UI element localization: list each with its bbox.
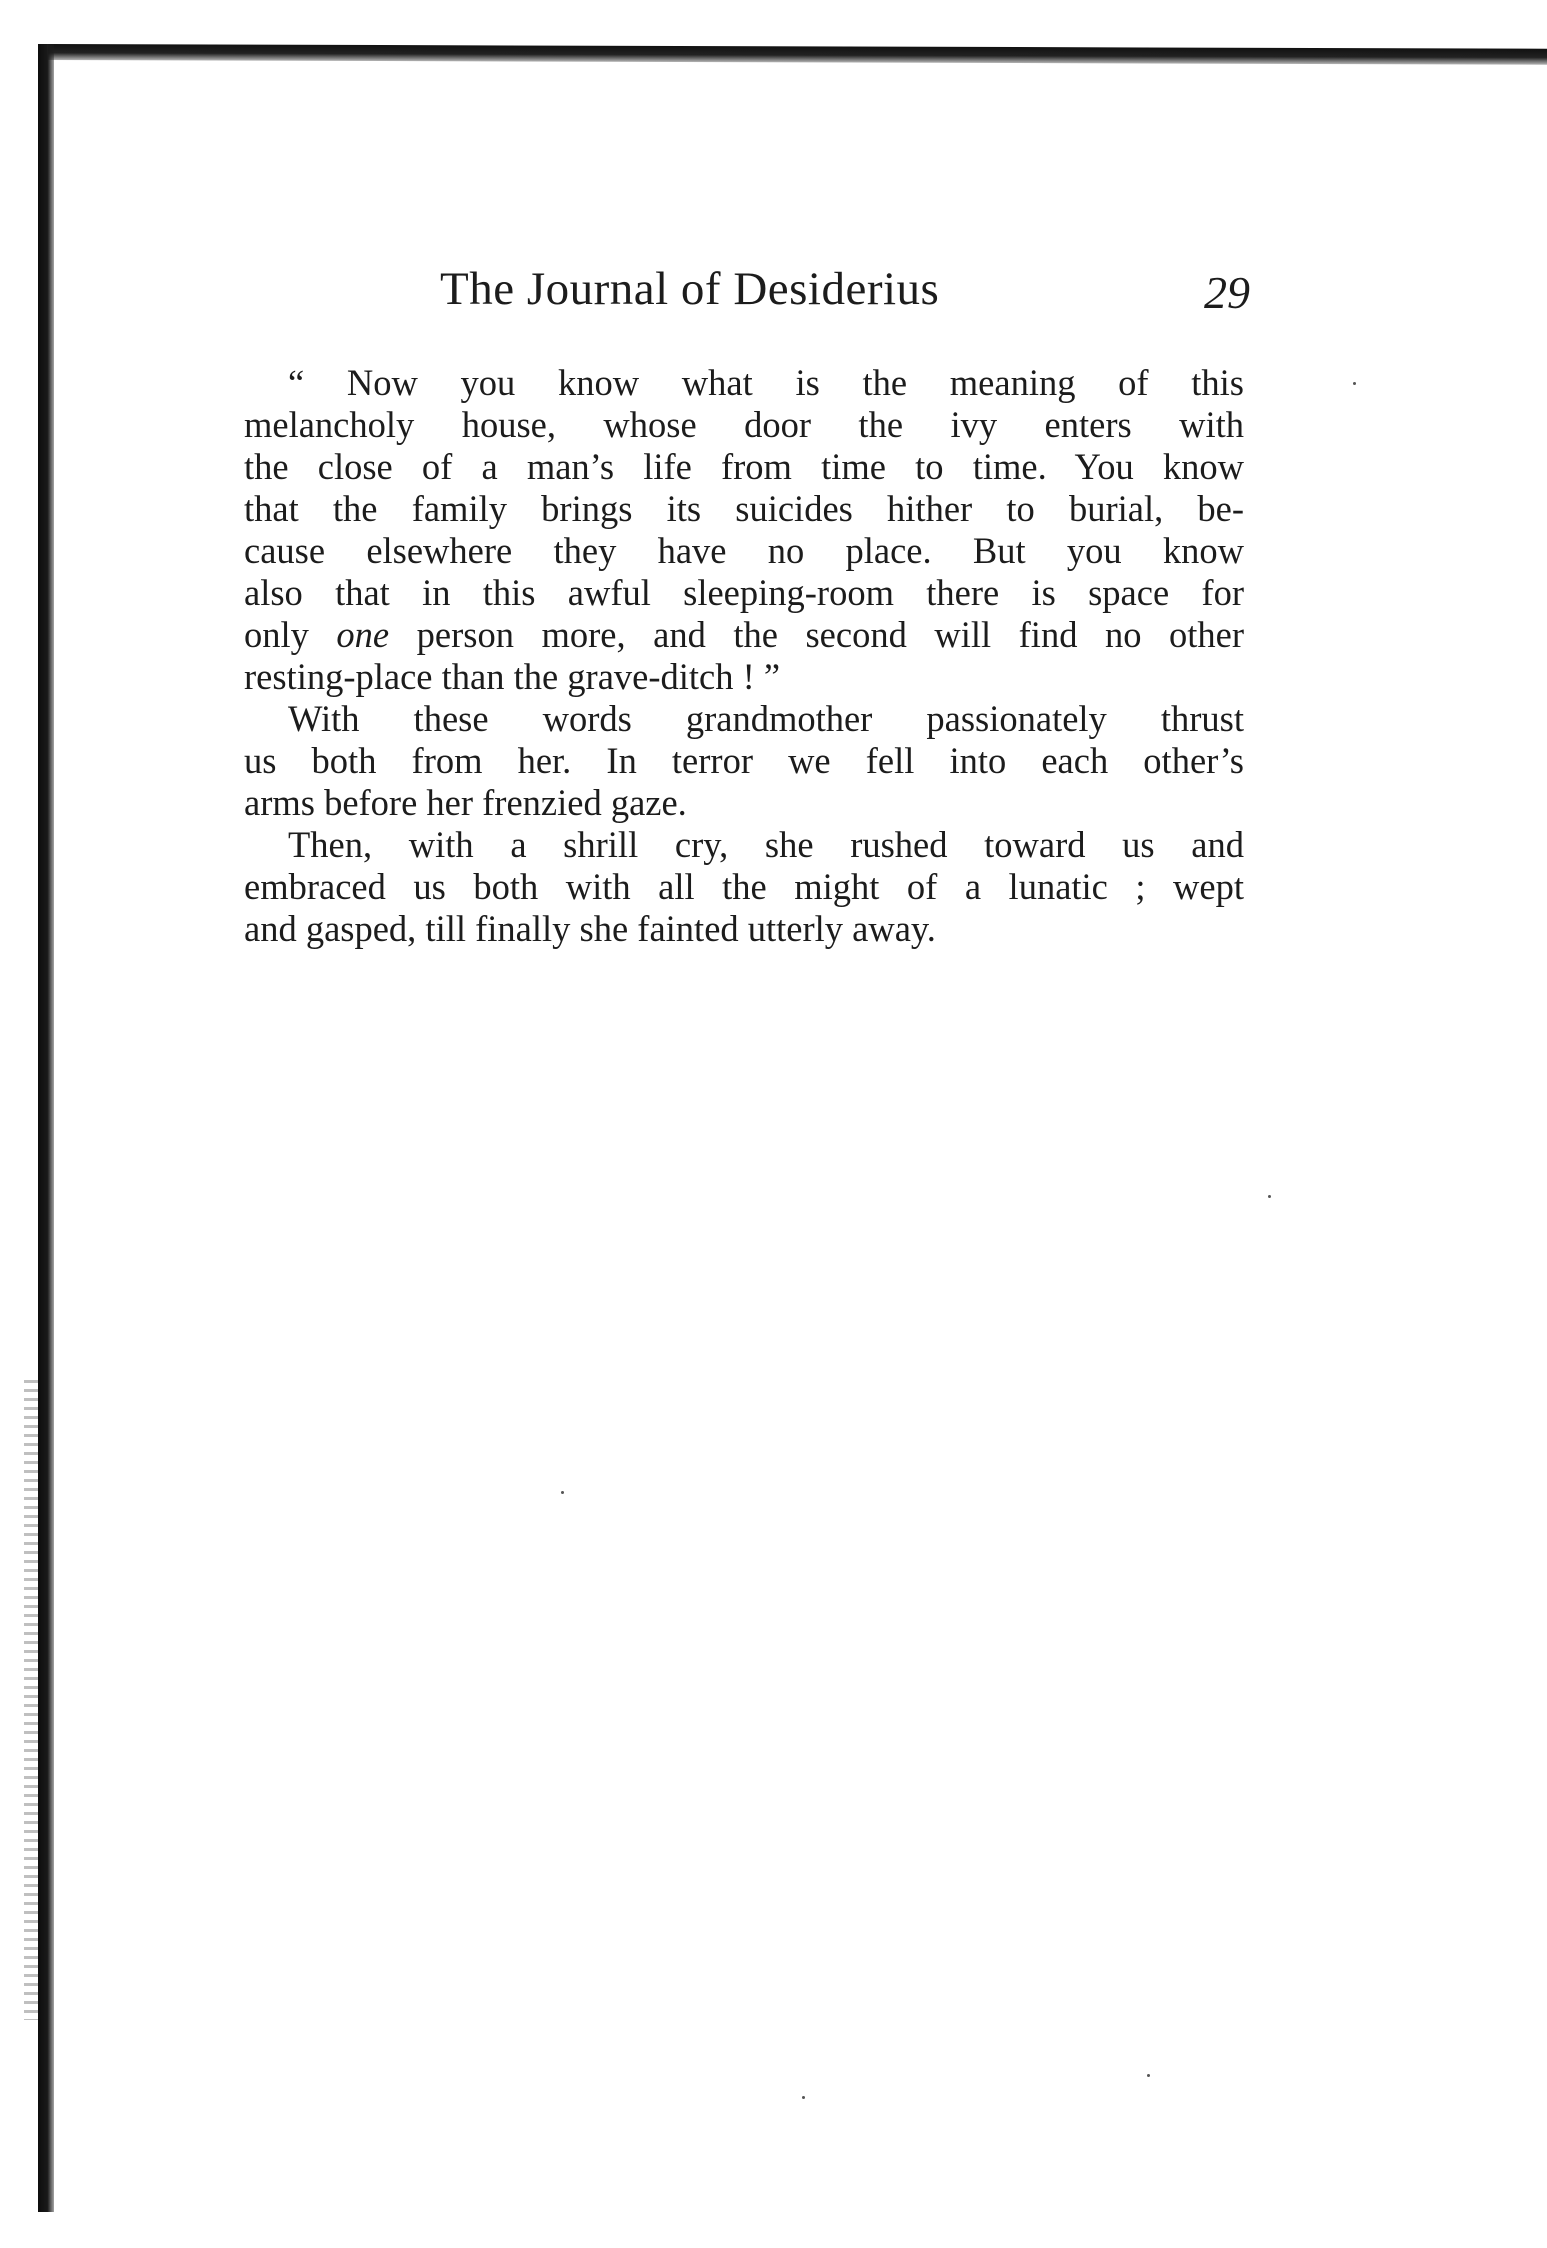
text-line: and gasped, till finally she fainted utterly away. [244, 908, 936, 949]
scan-speck [1147, 2074, 1150, 2077]
scan-speck [1268, 1195, 1271, 1198]
text-line: us both from her. In terror we fell into each other’s [244, 740, 1244, 781]
text-run: person more, and the second will find no other [389, 614, 1244, 655]
text-line: also that in this awful sleeping-room there is space for [244, 572, 1244, 613]
scan-speck [1353, 382, 1356, 385]
text-line [244, 614, 1244, 656]
running-title: The Journal of Desiderius [440, 263, 940, 315]
text-line: the close of a man’s life from time to time. You know [244, 446, 1244, 487]
scan-speck [561, 1491, 564, 1494]
body-text [244, 362, 1244, 950]
page-number: 29 [1204, 267, 1250, 318]
text-run: only [244, 614, 337, 655]
scan-left-edge [38, 44, 54, 2212]
scan-speck [802, 2096, 805, 2099]
text-line: resting-place than the grave-ditch ! ” [244, 656, 781, 697]
paragraph [244, 362, 1244, 698]
text-line: that the family brings its suicides hither to burial, be- [244, 488, 1244, 529]
paragraph [244, 698, 1244, 824]
italic-word: one [336, 614, 390, 655]
text-line: With these words grandmother passionately thrust [288, 698, 1244, 739]
page-header [440, 262, 1250, 342]
text-line: embraced us both with all the might of a lunatic ; wept [244, 866, 1244, 907]
text-line: melancholy house, whose door the ivy enters with [244, 404, 1244, 445]
scan-left-shadow [24, 1380, 38, 2020]
text-line: cause elsewhere they have no place. But you know [244, 530, 1244, 571]
paragraph [244, 824, 1244, 950]
text-line: Then, with a shrill cry, she rushed toward us and [288, 824, 1244, 865]
scan-top-edge [48, 44, 1547, 65]
text-line: arms before her frenzied gaze. [244, 782, 687, 823]
text-line: “ Now you know what is the meaning of this [288, 362, 1244, 403]
